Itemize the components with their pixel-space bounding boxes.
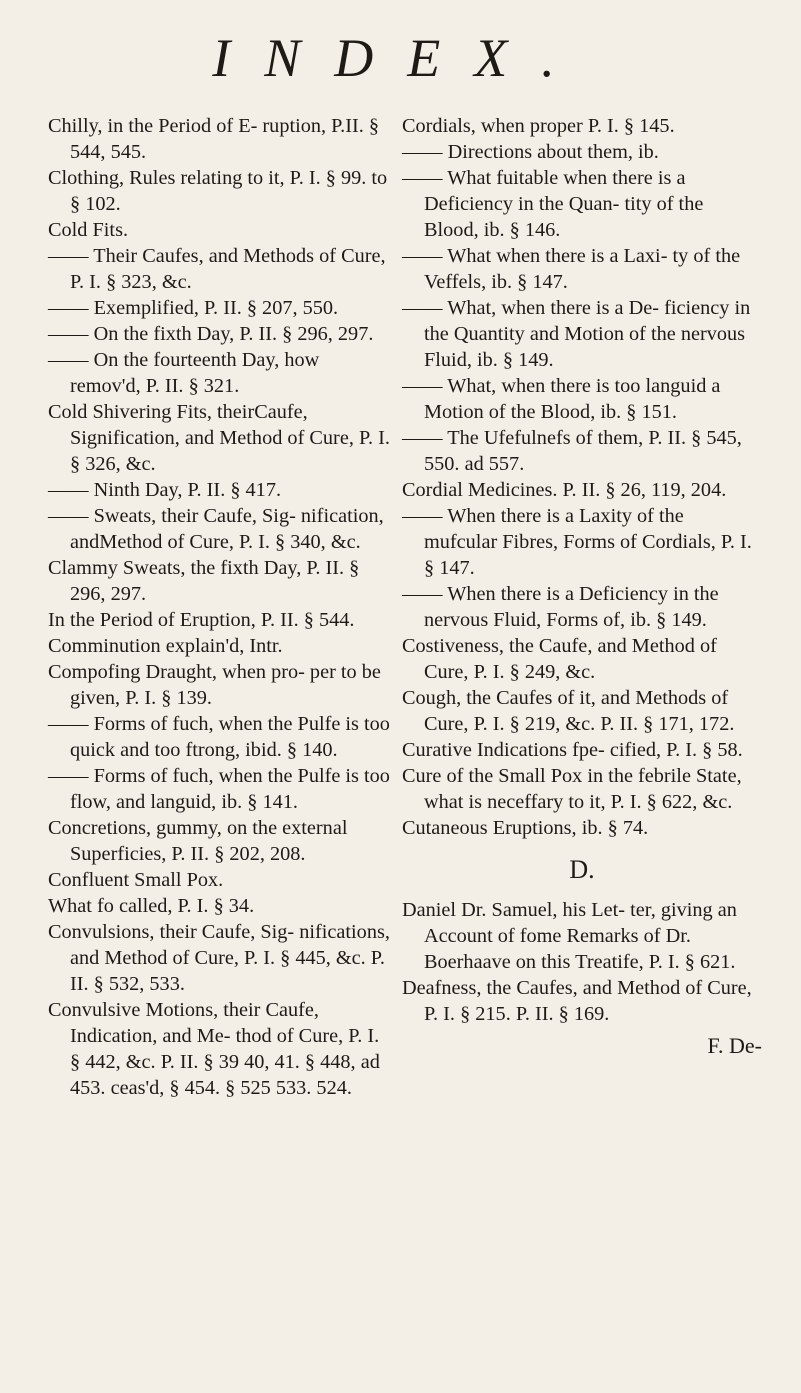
index-entry: Comminution explain'd, Intr. — [48, 635, 283, 657]
index-entry: Compofing Draught, when pro- per to be given, P. I. § 139. — [48, 661, 381, 709]
index-entry: Cold Fits. — [48, 219, 129, 241]
index-subentry: —— On the fixth Day, P. II. § 296, 297. — [48, 323, 374, 345]
index-entry: Curative Indications fpe- cified, P. I. § 58. — [402, 739, 743, 761]
index-subentry: —— Forms of fuch, when the Pulfe is too quick and too ftrong, ibid. § 140. — [48, 713, 390, 761]
index-subentry: —— On the fourteenth Day, how remov'd, P. II. § 321. — [48, 349, 320, 397]
index-entry: Costiveness, the Caufe, and Method of Cure, P. I. § 249, &c. — [402, 635, 717, 683]
index-subentry: —— Their Caufes, and Methods of Cure, P. I. § 323, &c. — [48, 245, 386, 293]
index-entry: Deafness, the Caufes, and Method of Cure, P. I. § 215. P. II. § 169. — [402, 977, 752, 1025]
left-column — [48, 113, 393, 1101]
index-subentry: —— What, when there is a De- ficiency in the Quantity and Motion of the nervous Fluid, ib. § 149. — [402, 297, 751, 371]
index-entry: Concretions, gummy, on the external Superficies, P. II. § 202, 208. — [48, 817, 348, 865]
index-subentry: —— Sweats, their Caufe, Sig- nification, andMethod of Cure, P. I. § 340, &c. — [48, 505, 384, 553]
index-entry: Clothing, Rules relating to it, P. I. § 99. to § 102. — [48, 167, 388, 215]
index-entry: Confluent Small Pox. — [48, 869, 224, 891]
index-entry: Daniel Dr. Samuel, his Let- ter, giving an Account of fome Remarks of Dr. Boerhaave on this Treatife, P. I. § 621. — [402, 899, 737, 973]
index-entry: Cordial Medicines. P. II. § 26, 119, 204. — [402, 479, 727, 501]
index-entry: Cure of the Small Pox in the febrile State, what is neceffary to it, P. I. § 622, &c. — [402, 765, 742, 813]
index-entry: Clammy Sweats, the fixth Day, P. II. § 296, 297. — [48, 557, 360, 605]
index-subentry: —— Forms of fuch, when the Pulfe is too flow, and languid, ib. § 141. — [48, 765, 390, 813]
index-subentry: —— Ninth Day, P. II. § 417. — [48, 479, 282, 501]
right-column — [402, 113, 762, 1059]
index-subentry: —— The Ufefulnefs of them, P. II. § 545, 550. ad 557. — [402, 427, 742, 475]
index-entry: Cordials, when proper P. I. § 145. — [402, 115, 675, 137]
index-entry: What fo called, P. I. § 34. — [48, 895, 255, 917]
index-entry: Convulsions, their Caufe, Sig- nifications, and Method of Cure, P. I. § 445, &c. P. II. § 532, 533. — [48, 921, 390, 995]
index-subentry: —— What when there is a Laxi- ty of the Veffels, ib. § 147. — [402, 245, 741, 293]
index-entry: Cough, the Caufes of it, and Methods of Cure, P. I. § 219, &c. P. II. § 171, 172. — [402, 687, 735, 735]
index-subentry: —— When there is a Laxity of the mufcular Fibres, Forms of Cordials, P. I. § 147. — [402, 505, 752, 579]
index-entry: Convulsive Motions, their Caufe, Indication, and Me- thod of Cure, P. I. § 442, &c. P. II. § 39 40, 41. § 448, ad 453. ceas'd, § 454. § 525 533. 524. — [48, 999, 380, 1099]
index-subentry: —— Exemplified, P. II. § 207, 550. — [48, 297, 339, 319]
index-entry: Cutaneous Eruptions, ib. § 74. — [402, 817, 649, 839]
index-entry: Chilly, in the Period of E- ruption, P.II. § 544, 545. — [48, 115, 380, 163]
index-entry: Cold Shivering Fits, theirCaufe, Signification, and Method of Cure, P. I. § 326, &c. — [48, 401, 390, 475]
index-entry: In the Period of Eruption, P. II. § 544. — [48, 609, 355, 631]
page-header: INDEX. — [212, 28, 589, 88]
index-subentry: —— What, when there is too languid a Motion of the Blood, ib. § 151. — [402, 375, 721, 423]
index-subentry: —— Directions about them, ib. — [402, 141, 659, 163]
index-subentry: —— What fuitable when there is a Deficiency in the Quan- tity of the Blood, ib. § 146. — [402, 167, 704, 241]
section-letter: D. — [569, 855, 595, 884]
index-subentry: —— When there is a Deficiency in the nervous Fluid, Forms of, ib. § 149. — [402, 583, 719, 631]
catchword: F. De- — [707, 1033, 762, 1058]
